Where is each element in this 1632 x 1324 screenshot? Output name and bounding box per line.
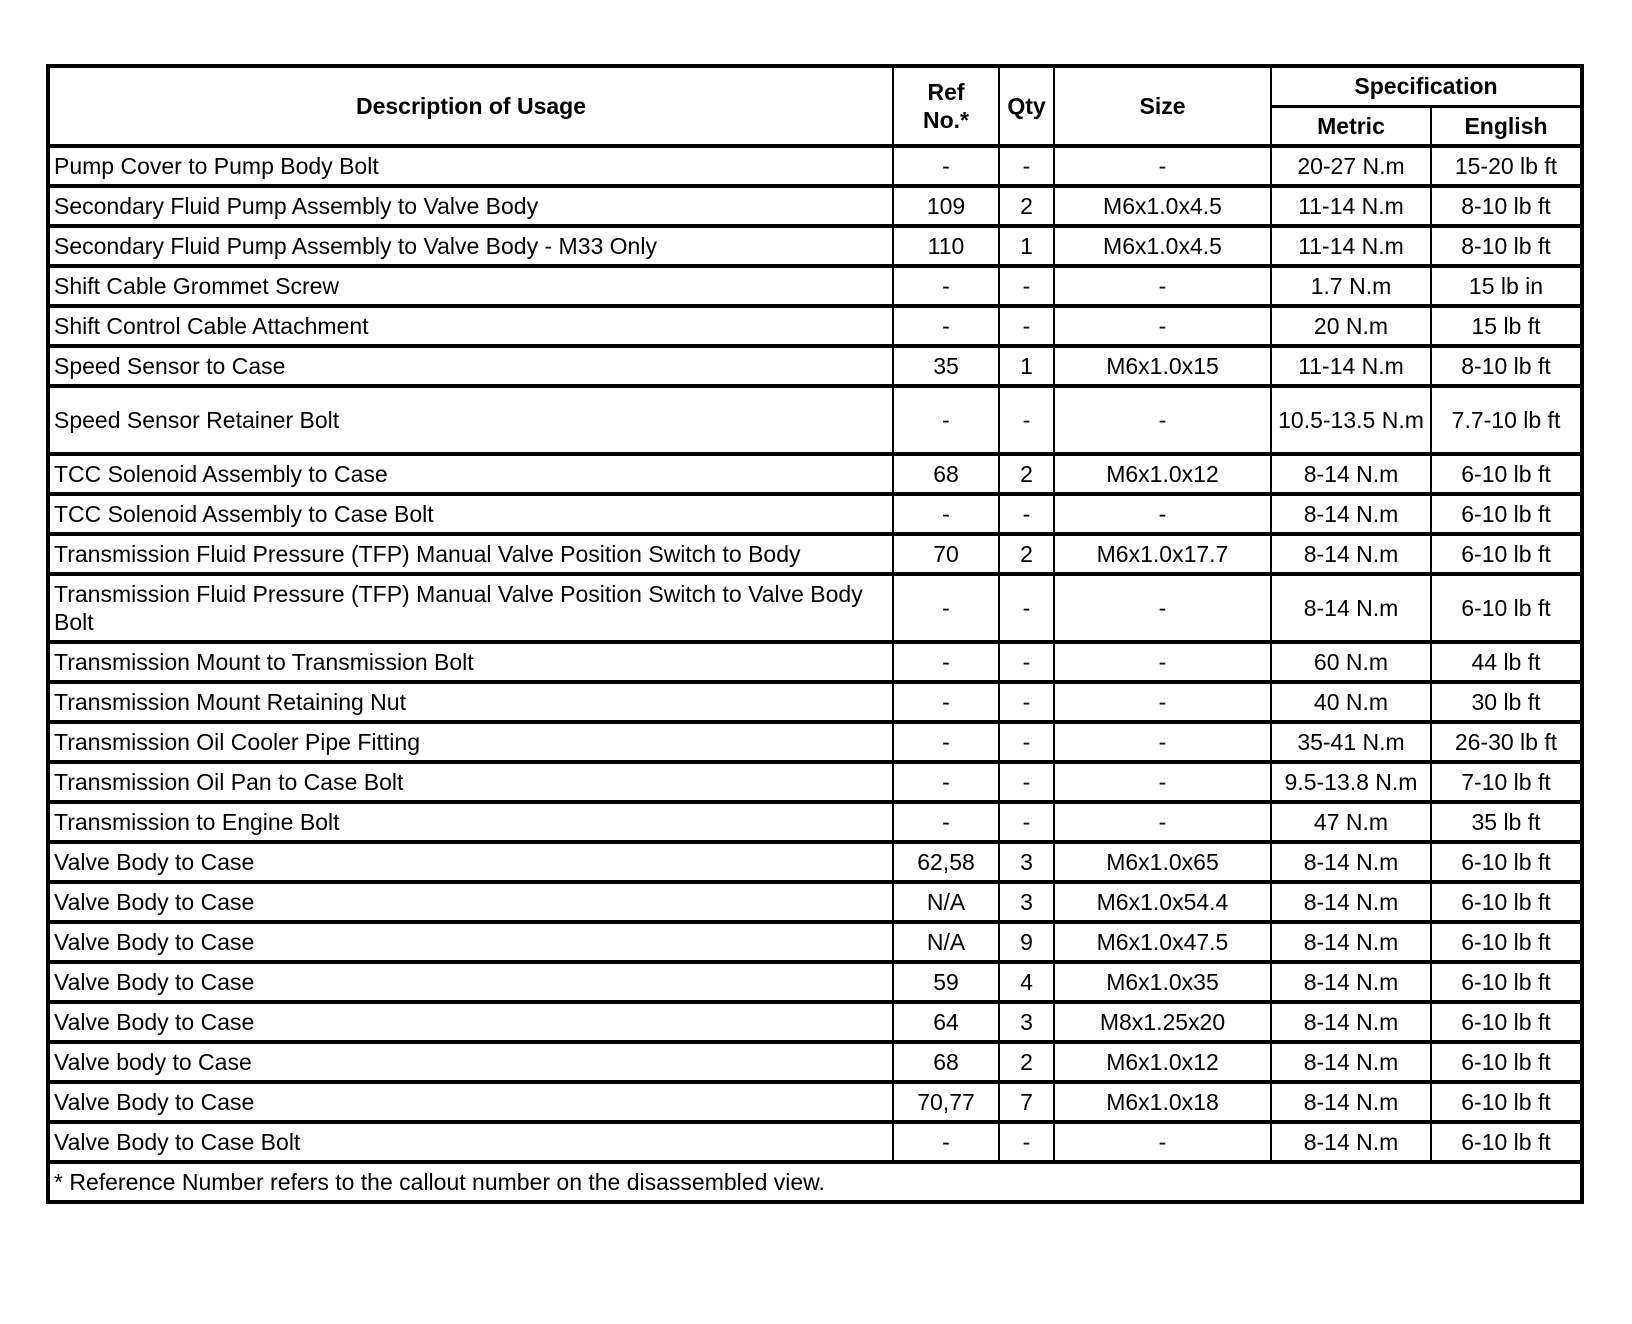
- cell-english: 8-10 lb ft: [1431, 226, 1582, 266]
- cell-ref-no: -: [893, 682, 999, 722]
- cell-metric: 8-14 N.m: [1271, 1002, 1431, 1042]
- cell-english: 35 lb ft: [1431, 802, 1582, 842]
- cell-description: Speed Sensor Retainer Bolt: [48, 386, 893, 454]
- cell-description: Speed Sensor to Case: [48, 346, 893, 386]
- cell-qty: 1: [999, 346, 1054, 386]
- cell-description: Transmission Mount Retaining Nut: [48, 682, 893, 722]
- cell-metric: 11-14 N.m: [1271, 346, 1431, 386]
- cell-english: 15 lb ft: [1431, 306, 1582, 346]
- header-size: Size: [1054, 66, 1271, 146]
- cell-qty: 2: [999, 1042, 1054, 1082]
- cell-qty: -: [999, 146, 1054, 186]
- cell-description: Valve Body to Case: [48, 962, 893, 1002]
- cell-ref-no: 35: [893, 346, 999, 386]
- cell-ref-no: -: [893, 642, 999, 682]
- cell-english: 8-10 lb ft: [1431, 186, 1582, 226]
- cell-size: -: [1054, 386, 1271, 454]
- cell-metric: 35-41 N.m: [1271, 722, 1431, 762]
- cell-qty: -: [999, 1122, 1054, 1162]
- cell-size: -: [1054, 682, 1271, 722]
- fastener-spec-sheet: [46, 64, 1580, 1204]
- table-row: [48, 534, 1582, 574]
- table-row: [48, 146, 1582, 186]
- header-ref-line1: Ref: [927, 79, 965, 105]
- cell-description: Transmission Fluid Pressure (TFP) Manual Valve Position Switch to Body: [48, 534, 893, 574]
- table-row: [48, 1002, 1582, 1042]
- cell-ref-no: N/A: [893, 882, 999, 922]
- cell-ref-no: 64: [893, 1002, 999, 1042]
- cell-description: Valve Body to Case Bolt: [48, 1122, 893, 1162]
- cell-ref-no: 59: [893, 962, 999, 1002]
- cell-ref-no: -: [893, 494, 999, 534]
- cell-metric: 10.5-13.5 N.m: [1271, 386, 1431, 454]
- table-row: [48, 346, 1582, 386]
- cell-ref-no: -: [893, 146, 999, 186]
- cell-ref-no: 70: [893, 534, 999, 574]
- cell-english: 30 lb ft: [1431, 682, 1582, 722]
- cell-metric: 11-14 N.m: [1271, 186, 1431, 226]
- cell-qty: 2: [999, 534, 1054, 574]
- cell-english: 26-30 lb ft: [1431, 722, 1582, 762]
- cell-ref-no: -: [893, 802, 999, 842]
- cell-metric: 8-14 N.m: [1271, 574, 1431, 642]
- cell-qty: 9: [999, 922, 1054, 962]
- cell-metric: 8-14 N.m: [1271, 922, 1431, 962]
- cell-metric: 47 N.m: [1271, 802, 1431, 842]
- cell-ref-no: -: [893, 386, 999, 454]
- cell-size: M6x1.0x17.7: [1054, 534, 1271, 574]
- table-row: [48, 226, 1582, 266]
- table-row: [48, 494, 1582, 534]
- cell-ref-no: -: [893, 574, 999, 642]
- table-row: [48, 642, 1582, 682]
- table-row: [48, 1082, 1582, 1122]
- cell-english: 7-10 lb ft: [1431, 762, 1582, 802]
- cell-qty: -: [999, 802, 1054, 842]
- table-row: [48, 186, 1582, 226]
- cell-ref-no: -: [893, 266, 999, 306]
- cell-qty: 1: [999, 226, 1054, 266]
- cell-size: M6x1.0x18: [1054, 1082, 1271, 1122]
- cell-qty: 2: [999, 186, 1054, 226]
- cell-qty: -: [999, 306, 1054, 346]
- cell-size: M6x1.0x15: [1054, 346, 1271, 386]
- fastener-spec-table: [46, 64, 1584, 1204]
- cell-metric: 8-14 N.m: [1271, 1042, 1431, 1082]
- cell-metric: 20 N.m: [1271, 306, 1431, 346]
- cell-size: -: [1054, 494, 1271, 534]
- cell-ref-no: -: [893, 722, 999, 762]
- cell-ref-no: 70,77: [893, 1082, 999, 1122]
- cell-description: Transmission to Engine Bolt: [48, 802, 893, 842]
- cell-metric: 1.7 N.m: [1271, 266, 1431, 306]
- cell-description: TCC Solenoid Assembly to Case: [48, 454, 893, 494]
- table-row: [48, 762, 1582, 802]
- cell-english: 6-10 lb ft: [1431, 882, 1582, 922]
- cell-size: -: [1054, 574, 1271, 642]
- cell-qty: -: [999, 494, 1054, 534]
- cell-metric: 8-14 N.m: [1271, 842, 1431, 882]
- cell-metric: 9.5-13.8 N.m: [1271, 762, 1431, 802]
- cell-metric: 8-14 N.m: [1271, 1122, 1431, 1162]
- cell-ref-no: -: [893, 1122, 999, 1162]
- cell-metric: 8-14 N.m: [1271, 494, 1431, 534]
- cell-size: M6x1.0x65: [1054, 842, 1271, 882]
- cell-english: 6-10 lb ft: [1431, 494, 1582, 534]
- cell-qty: 2: [999, 454, 1054, 494]
- cell-size: -: [1054, 762, 1271, 802]
- cell-qty: 3: [999, 842, 1054, 882]
- cell-metric: 8-14 N.m: [1271, 1082, 1431, 1122]
- table-row: [48, 266, 1582, 306]
- cell-size: M6x1.0x12: [1054, 1042, 1271, 1082]
- cell-size: M8x1.25x20: [1054, 1002, 1271, 1042]
- cell-ref-no: 110: [893, 226, 999, 266]
- table-row: [48, 722, 1582, 762]
- table-row: [48, 882, 1582, 922]
- table-header: [48, 66, 1582, 146]
- cell-ref-no: -: [893, 306, 999, 346]
- cell-description: Secondary Fluid Pump Assembly to Valve Body - M33 Only: [48, 226, 893, 266]
- table-row: [48, 1042, 1582, 1082]
- cell-size: -: [1054, 146, 1271, 186]
- cell-description: Transmission Mount to Transmission Bolt: [48, 642, 893, 682]
- cell-ref-no: 68: [893, 454, 999, 494]
- cell-ref-no: -: [893, 762, 999, 802]
- cell-description: Secondary Fluid Pump Assembly to Valve Body: [48, 186, 893, 226]
- cell-english: 6-10 lb ft: [1431, 1082, 1582, 1122]
- cell-english: 6-10 lb ft: [1431, 1042, 1582, 1082]
- cell-english: 6-10 lb ft: [1431, 962, 1582, 1002]
- table-row: [48, 454, 1582, 494]
- cell-english: 6-10 lb ft: [1431, 454, 1582, 494]
- header-description: Description of Usage: [48, 66, 893, 146]
- cell-size: -: [1054, 642, 1271, 682]
- table-row: [48, 842, 1582, 882]
- cell-size: M6x1.0x35: [1054, 962, 1271, 1002]
- cell-qty: -: [999, 386, 1054, 454]
- cell-size: M6x1.0x54.4: [1054, 882, 1271, 922]
- cell-qty: -: [999, 682, 1054, 722]
- cell-metric: 11-14 N.m: [1271, 226, 1431, 266]
- cell-size: -: [1054, 1122, 1271, 1162]
- cell-description: Pump Cover to Pump Body Bolt: [48, 146, 893, 186]
- cell-english: 7.7-10 lb ft: [1431, 386, 1582, 454]
- cell-qty: -: [999, 574, 1054, 642]
- table-row: [48, 386, 1582, 454]
- cell-qty: 3: [999, 1002, 1054, 1042]
- cell-size: M6x1.0x4.5: [1054, 186, 1271, 226]
- cell-english: 15 lb in: [1431, 266, 1582, 306]
- cell-metric: 20-27 N.m: [1271, 146, 1431, 186]
- cell-qty: -: [999, 762, 1054, 802]
- cell-metric: 8-14 N.m: [1271, 454, 1431, 494]
- cell-ref-no: N/A: [893, 922, 999, 962]
- cell-description: Shift Cable Grommet Screw: [48, 266, 893, 306]
- cell-qty: -: [999, 642, 1054, 682]
- cell-english: 6-10 lb ft: [1431, 842, 1582, 882]
- cell-ref-no: 68: [893, 1042, 999, 1082]
- header-ref-no: [893, 66, 999, 146]
- cell-qty: 4: [999, 962, 1054, 1002]
- cell-description: Valve Body to Case: [48, 882, 893, 922]
- table-row: [48, 306, 1582, 346]
- cell-english: 6-10 lb ft: [1431, 1002, 1582, 1042]
- header-qty: Qty: [999, 66, 1054, 146]
- cell-metric: 40 N.m: [1271, 682, 1431, 722]
- cell-metric: 8-14 N.m: [1271, 962, 1431, 1002]
- cell-english: 44 lb ft: [1431, 642, 1582, 682]
- cell-description: Shift Control Cable Attachment: [48, 306, 893, 346]
- cell-size: M6x1.0x47.5: [1054, 922, 1271, 962]
- cell-english: 6-10 lb ft: [1431, 574, 1582, 642]
- header-ref-line2: No.*: [923, 107, 969, 133]
- cell-english: 6-10 lb ft: [1431, 922, 1582, 962]
- table-row: [48, 962, 1582, 1002]
- cell-english: 6-10 lb ft: [1431, 1122, 1582, 1162]
- cell-qty: -: [999, 266, 1054, 306]
- table-body: [48, 146, 1582, 1162]
- cell-metric: 60 N.m: [1271, 642, 1431, 682]
- cell-size: M6x1.0x12: [1054, 454, 1271, 494]
- cell-metric: 8-14 N.m: [1271, 534, 1431, 574]
- cell-english: 6-10 lb ft: [1431, 534, 1582, 574]
- cell-description: Transmission Oil Pan to Case Bolt: [48, 762, 893, 802]
- table-row: [48, 922, 1582, 962]
- cell-description: Valve Body to Case: [48, 1002, 893, 1042]
- header-metric: Metric: [1271, 106, 1431, 146]
- header-specification: Specification: [1271, 66, 1582, 106]
- cell-ref-no: 62,58: [893, 842, 999, 882]
- header-english: English: [1431, 106, 1582, 146]
- cell-qty: 3: [999, 882, 1054, 922]
- cell-description: TCC Solenoid Assembly to Case Bolt: [48, 494, 893, 534]
- cell-qty: -: [999, 722, 1054, 762]
- cell-description: Valve body to Case: [48, 1042, 893, 1082]
- table-row: [48, 1122, 1582, 1162]
- cell-english: 8-10 lb ft: [1431, 346, 1582, 386]
- cell-description: Valve Body to Case: [48, 1082, 893, 1122]
- cell-size: -: [1054, 802, 1271, 842]
- cell-description: Valve Body to Case: [48, 922, 893, 962]
- cell-qty: 7: [999, 1082, 1054, 1122]
- cell-description: Valve Body to Case: [48, 842, 893, 882]
- cell-description: Transmission Oil Cooler Pipe Fitting: [48, 722, 893, 762]
- table-row: [48, 802, 1582, 842]
- cell-metric: 8-14 N.m: [1271, 882, 1431, 922]
- footnote: * Reference Number refers to the callout number on the disassembled view.: [48, 1162, 1582, 1202]
- cell-description: Transmission Fluid Pressure (TFP) Manual Valve Position Switch to Valve Body Bolt: [48, 574, 893, 642]
- cell-ref-no: 109: [893, 186, 999, 226]
- cell-size: -: [1054, 306, 1271, 346]
- cell-size: M6x1.0x4.5: [1054, 226, 1271, 266]
- table-row: [48, 682, 1582, 722]
- cell-size: -: [1054, 266, 1271, 306]
- cell-english: 15-20 lb ft: [1431, 146, 1582, 186]
- table-row: [48, 574, 1582, 642]
- cell-size: -: [1054, 722, 1271, 762]
